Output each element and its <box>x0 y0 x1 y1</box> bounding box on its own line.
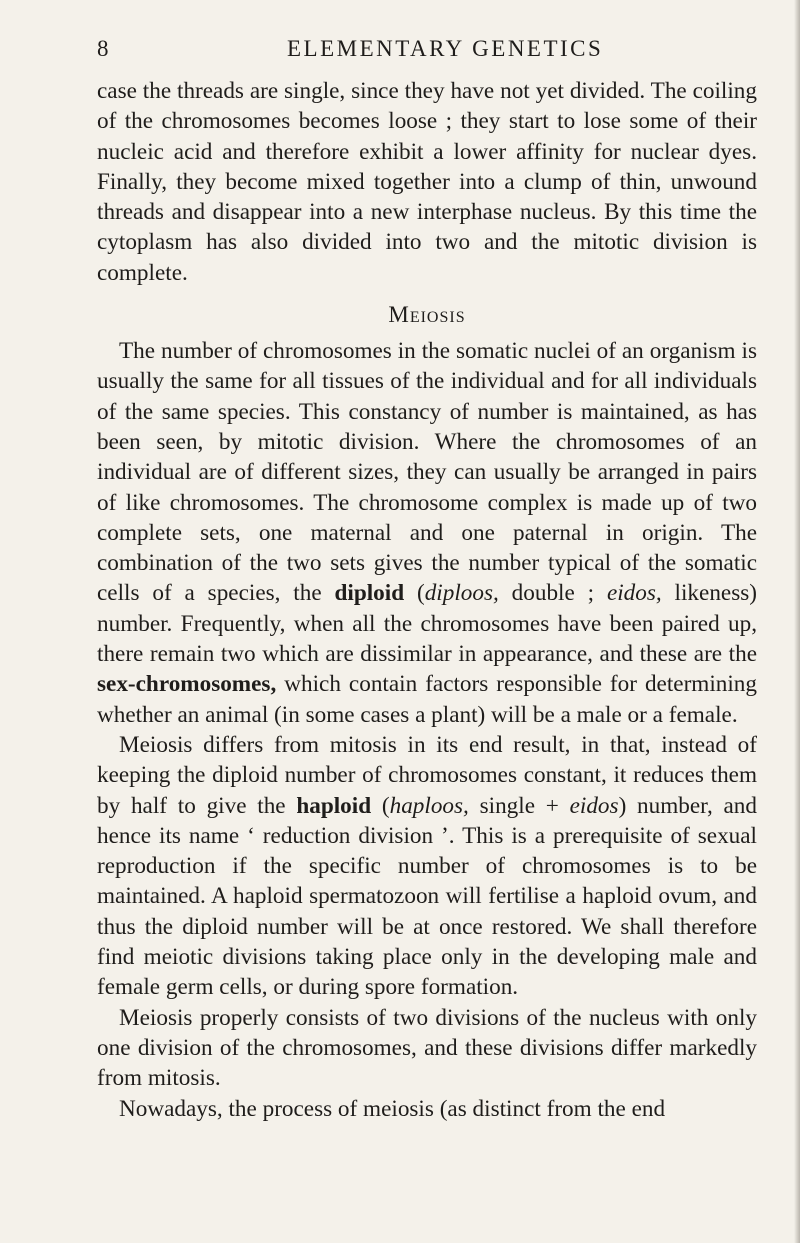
running-header <box>97 36 757 76</box>
paragraph-3: Meiosis differs from mitosis in its end result, in that, instead of keeping the diploid number of chromosomes constant, it reduces them by half to give the haploid (haploos, single + eidos) number, and hence its name ‘ reduction division ’. This is a prerequisite of sexual reproduction if the specific number of chromosomes is to be maintained. A haploid spermatozoon will fertilise a haploid ovum, and thus the diploid number will be at once restored. We shall therefore find meiotic divisions taking place only in the developing male and female germ cells, or during spore formation. <box>97 731 757 1001</box>
paragraph-5: Nowadays, the process of meiosis (as distinct from the end <box>119 1095 666 1122</box>
page-number: 8 <box>97 36 109 61</box>
paragraph-2: The number of chromosomes in the somatic nuclei of an organism is usually the same for all tissues of the individual and for all individuals of the same species. This constancy of number is maintained, as has been seen, by mitotic division. Where the chromosomes of an individual are of different sizes, they can usually be arranged in pairs of like chromosomes. The chromosome complex is made up of two complete sets, one maternal and one paternal in origin. The combination of the two sets gives the number typical of the somatic cells of a species, the diploid (diploos, double ; eidos, likeness) number. Frequently, when all the chromosomes have been paired up, there remain two which are dissimilar in appearance, and these are the sex-chromosomes, which contain factors responsible for determining whether an animal (in some cases a plant) will be a male or a female. <box>97 338 757 728</box>
book-page <box>97 36 757 1124</box>
running-title: ELEMENTARY GENETICS <box>287 36 604 61</box>
paragraph-4: Meiosis properly consists of two divisions of the nucleus with only one division of the chromosomes, and these divisions differ markedly from mitosis. <box>97 1004 757 1092</box>
paragraph-1: case the threads are single, since they have not yet divided. The coiling of the chromosomes becomes loose ; they start to lose some of their nucleic acid and therefore exhibit a lower affinity for nuclear dyes. Finally, they become mixed together into a clump of thin, unwound threads and disappear into a new interphase nucleus. By this time the cytoplasm has also divided into two and the mitotic division is complete. <box>97 78 757 286</box>
section-title: Meiosis <box>388 302 466 328</box>
page-edge-shadow <box>794 0 800 1243</box>
